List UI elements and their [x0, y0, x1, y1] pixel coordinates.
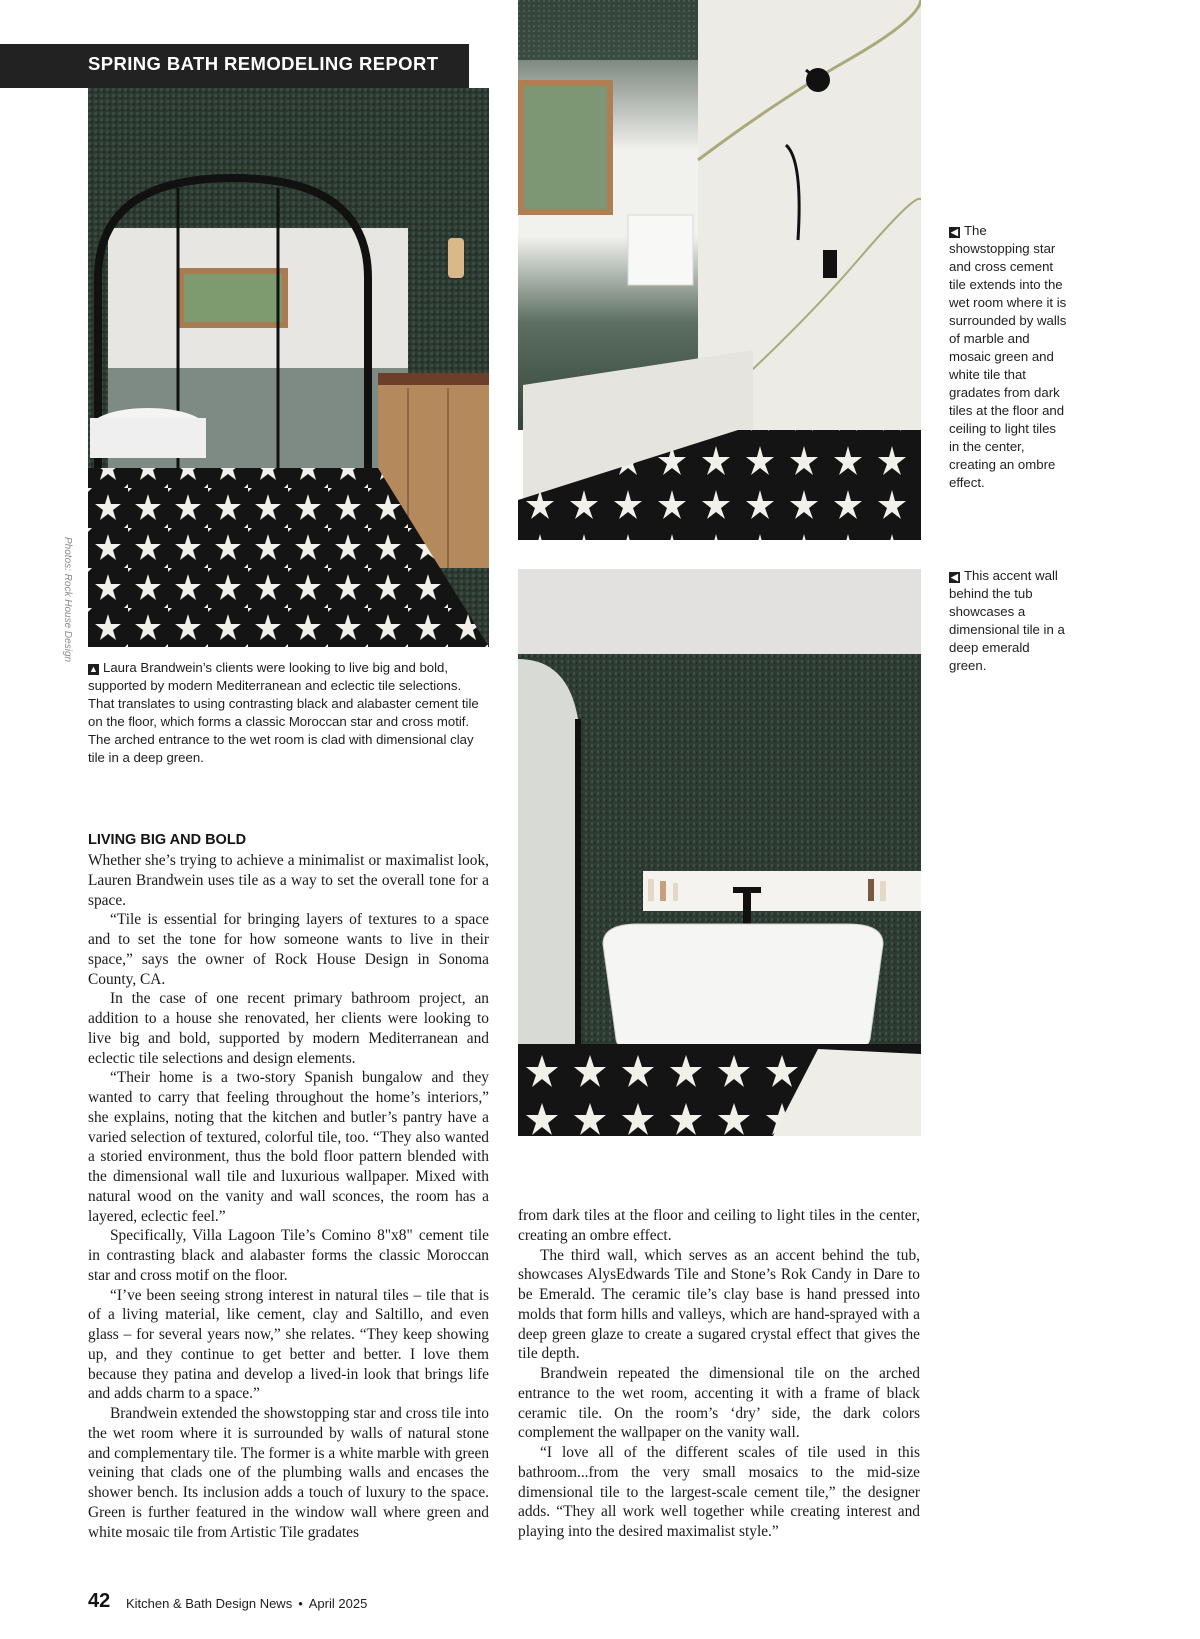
- article-paragraph: “I’ve been seeing strong interest in natural tiles – tile that is of a living material, like cement, clay and Saltillo, and even glass – for several years now,” she relates. “They keep showing up, and they continue to get better and better. I love them because they patina and develop a lived-in look that brings life and adds charm to a space.”: [88, 1286, 489, 1403]
- page-number: 42: [88, 1590, 111, 1612]
- arrow-left-icon: ◀: [949, 227, 960, 238]
- accent-wall-caption: [949, 567, 1067, 675]
- article-paragraph: The third wall, which serves as an accent behind the tub, showcases AlysEdwards Tile and Stone’s Rok Candy in Dare to be Emerald. The ceramic tile’s clay base is hand pressed into molds that form hills and valleys, which are hand-sprayed with a deep green glaze to create a sugared crystal effect that gives the tile depth.: [518, 1246, 920, 1363]
- article-paragraph: Brandwein repeated the dimensional tile on the arched entrance to the wet room, accenting it with a frame of black ceramic tile. On the room’s ‘dry’ side, the dark colors complement the wallpaper on the vanity wall.: [518, 1365, 920, 1442]
- article-paragraph: from dark tiles at the floor and ceiling to light tiles in the center, creating an ombre effect.: [518, 1207, 920, 1244]
- arrow-up-icon: ▲: [89, 664, 98, 674]
- article-paragraph: Whether she’s trying to achieve a minimalist or maximalist look, Lauren Brandwein uses tile as a way to set the overall tone for a space.: [88, 852, 489, 909]
- accent-wall-caption-text: This accent wall behind the tub showcases a dimensional tile in a deep emerald green.: [949, 568, 1065, 673]
- main-caption-text: Laura Brandwein’s clients were looking to live big and bold, supported by modern Mediterranean and eclectic tile selections. That translates to using contrasting black and alabaster cement tile on the floor, which forms a classic Moroccan star and cross motif. The arched entrance to the wet room is clad with dimensional clay tile in a deep green.: [88, 660, 479, 765]
- photo-credit: Photos: Rock House Design: [62, 537, 73, 663]
- issue-date: April 2025: [308, 1596, 368, 1611]
- article-paragraph: In the case of one recent primary bathroom project, an addition to a house she renovated, her clients were looking to live big and bold, supported by modern Mediterranean and eclectic tile selections and design elements.: [88, 990, 489, 1067]
- freestanding-tub-photo: [518, 569, 921, 1136]
- article-heading: LIVING BIG AND BOLD: [88, 832, 247, 848]
- article-paragraph: “Their home is a two-story Spanish bungalow and they wanted to carry that feeling throughout the home’s interiors,” she explains, noting that the kitchen and butler’s pantry have a varied selection of textured, colorful tile, too. “They also wanted a storied environment, thus the bold floor pattern blended with the dimensional wall tile and luxurious wallpaper. Mixed with natural wood on the vanity and wall sconces, the room has a layered, eclectic feel.”: [88, 1069, 489, 1225]
- wet-room-shower-photo: [518, 0, 921, 540]
- arrow-left-icon: ◀: [949, 572, 960, 583]
- article-paragraph: “Tile is essential for bringing layers of textures to a space and to set the tone for how someone wants to live in their space,” says the owner of Rock House Design in Sonoma County, CA.: [88, 911, 489, 988]
- article-column-1: [88, 851, 489, 1542]
- wet-room-caption: [949, 222, 1067, 492]
- article-paragraph: Specifically, Villa Lagoon Tile’s Comino 8"x8" cement tile in contrasting black and alabaster forms the classic Moroccan star and cross motif on the floor.: [88, 1227, 489, 1284]
- section-title: SPRING BATH REMODELING REPORT: [88, 53, 439, 74]
- publication-footer: [126, 1596, 367, 1611]
- footer-separator: •: [298, 1596, 303, 1611]
- article-paragraph: “I love all of the different scales of tile used in this bathroom...from the very small mosaics to the mid-size dimensional tile to the largest-scale cement tile,” the designer adds. “They all work well together while creating interest and playing into the desired maximalist style.”: [518, 1444, 920, 1540]
- wet-room-caption-text: The showstopping star and cross cement tile extends into the wet room where it is surrounded by walls of marble and mosaic green and white tile that gradates from dark tiles at the floor and ceiling to light tiles in the center, creating an ombre effect.: [949, 223, 1067, 490]
- article-paragraph: Brandwein extended the showstopping star and cross tile into the wet room where it is surrounded by walls of natural stone and complementary tile. The former is a white marble with green veining that clads one of the plumbing walls and encases the shower bench. Its inclusion adds a touch of luxury to the space. Green is further featured in the window wall where green and white mosaic tile from Artistic Tile gradates: [88, 1405, 490, 1541]
- main-photo-caption: [88, 659, 490, 767]
- publication-name: Kitchen & Bath Design News: [126, 1596, 293, 1611]
- bathroom-arched-entrance-photo: [88, 88, 489, 647]
- article-column-2: [518, 1206, 920, 1542]
